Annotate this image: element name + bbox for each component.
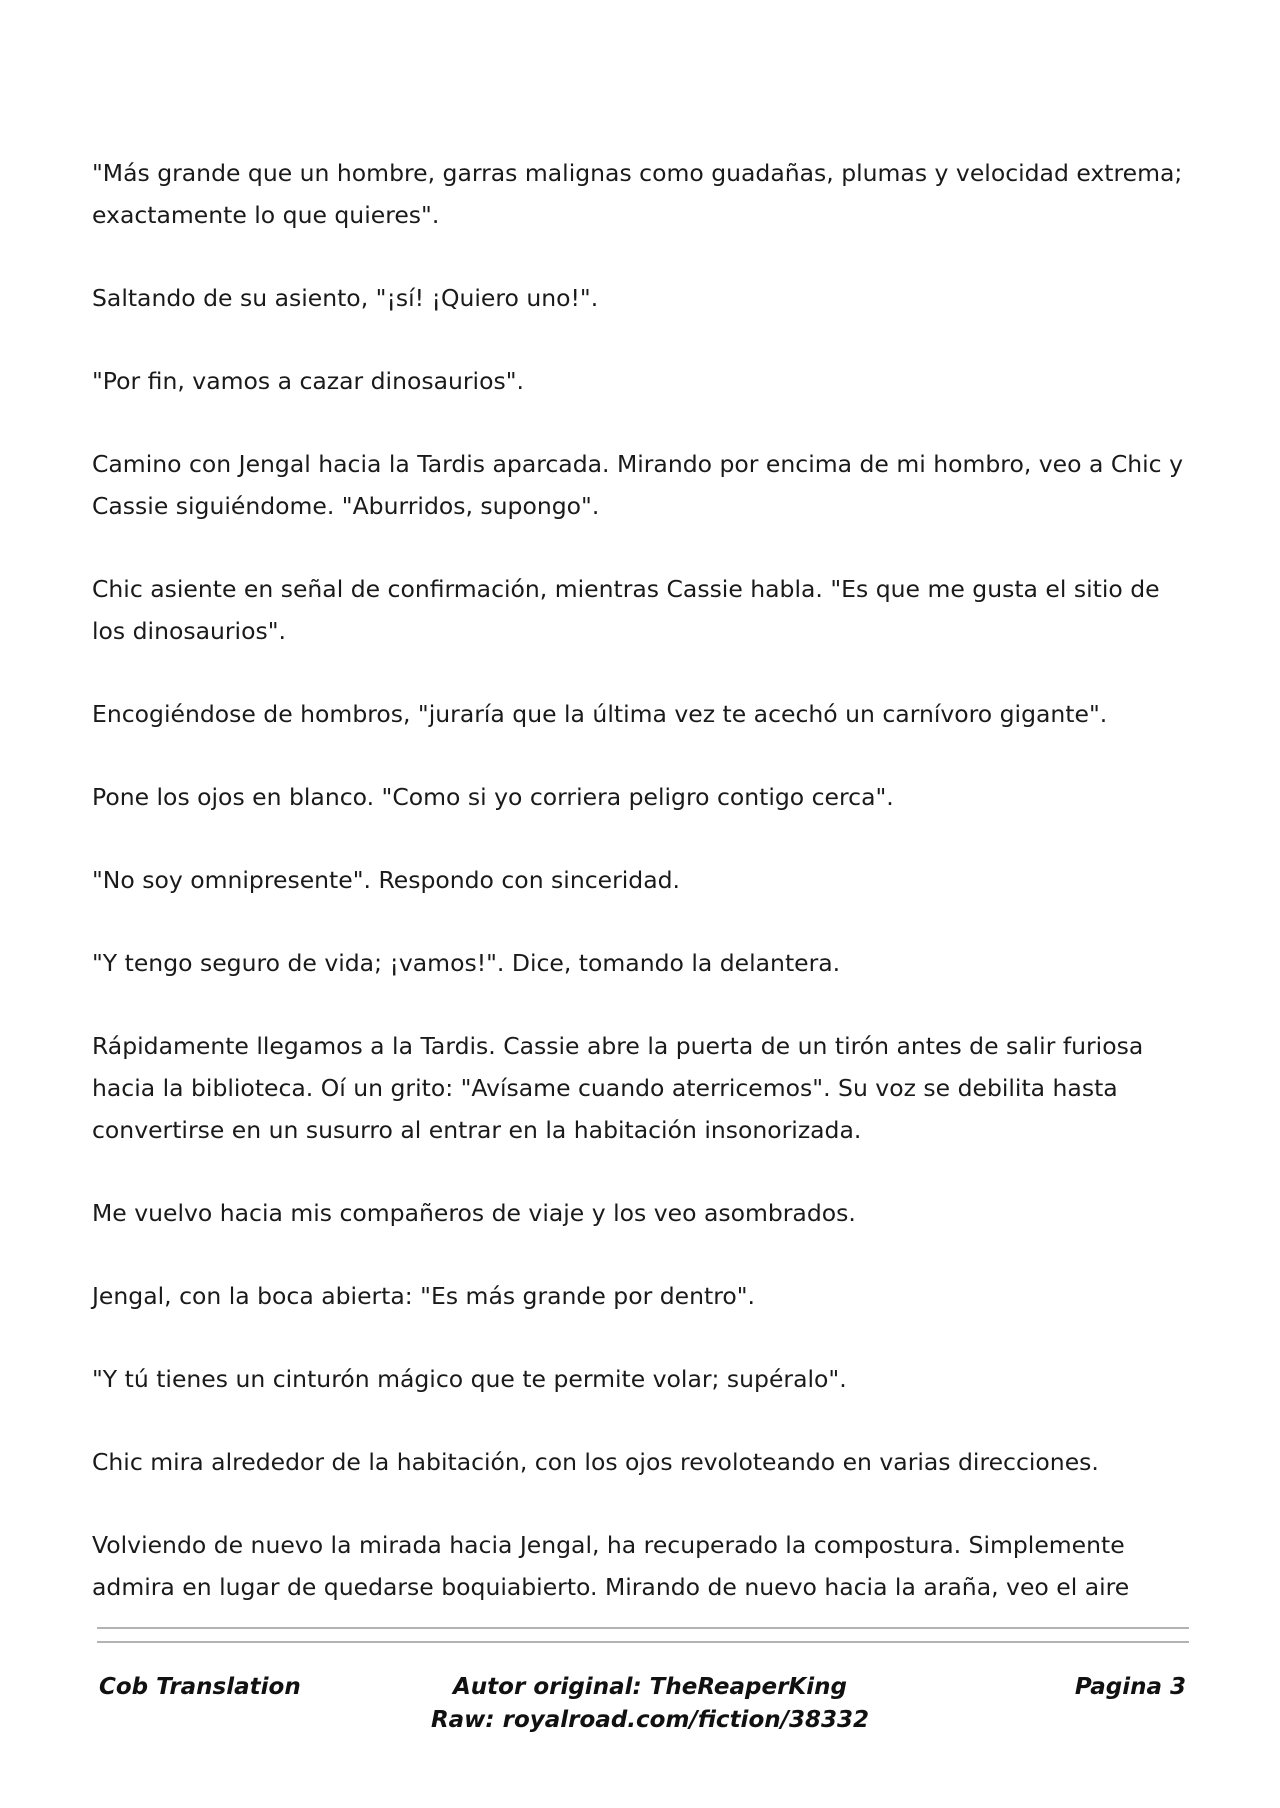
paragraph: "Y tú tienes un cinturón mágico que te permite volar; supéralo". xyxy=(92,1365,847,1393)
paragraph: Camino con Jengal hacia la Tardis aparcada. Mirando por encima de mi hombro, veo a Chic y Cassie siguiéndome. "Aburridos, supongo". xyxy=(92,450,1183,520)
paragraph: Chic mira alrededor de la habitación, con los ojos revoloteando en varias direcciones. xyxy=(92,1448,1099,1476)
paragraph: Encogiéndose de hombros, "juraría que la última vez te acechó un carnívoro gigante". xyxy=(92,700,1108,728)
footer-divider-bottom xyxy=(97,1641,1189,1643)
footer-translator: Cob Translation xyxy=(99,1674,301,1700)
footer-source: Raw: royalroad.com/fiction/38332 xyxy=(430,1707,870,1733)
body-text xyxy=(92,152,1192,1649)
paragraph: Jengal, con la boca abierta: "Es más grande por dentro". xyxy=(92,1282,755,1310)
footer-divider-top xyxy=(97,1627,1189,1629)
paragraph: Pone los ojos en blanco. "Como si yo corriera peligro contigo cerca". xyxy=(92,783,894,811)
paragraph: "Por fin, vamos a cazar dinosaurios". xyxy=(92,367,524,395)
paragraph: Chic asiente en señal de confirmación, mientras Cassie habla. "Es que me gusta el sitio de los dinosaurios". xyxy=(92,575,1160,645)
paragraph: "No soy omnipresente". Respondo con sinceridad. xyxy=(92,866,680,894)
footer-author: Autor original: TheReaperKing xyxy=(453,1674,847,1700)
paragraph: Me vuelvo hacia mis compañeros de viaje y los veo asombrados. xyxy=(92,1199,856,1227)
paragraph: "Más grande que un hombre, garras malignas como guadañas, plumas y velocidad extrema; exactamente lo que quieres". xyxy=(92,159,1183,229)
paragraph: Saltando de su asiento, "¡sí! ¡Quiero uno!". xyxy=(92,284,599,312)
paragraph: Rápidamente llegamos a la Tardis. Cassie abre la puerta de un tirón antes de salir furiosa hacia la biblioteca. Oí un grito: "Avísame cuando aterricemos". Su voz se debilita hasta convertirse en un susurro al entrar en la habitación insonorizada. xyxy=(92,1032,1144,1144)
paragraph: Volviendo de nuevo la mirada hacia Jengal, ha recuperado la compostura. Simplemente admira en lugar de quedarse boquiabierto. Mirando de nuevo hacia la araña, veo el aire xyxy=(92,1531,1130,1601)
paragraph: "Y tengo seguro de vida; ¡vamos!". Dice, tomando la delantera. xyxy=(92,949,841,977)
footer-page-number: Pagina 3 xyxy=(1074,1674,1186,1700)
